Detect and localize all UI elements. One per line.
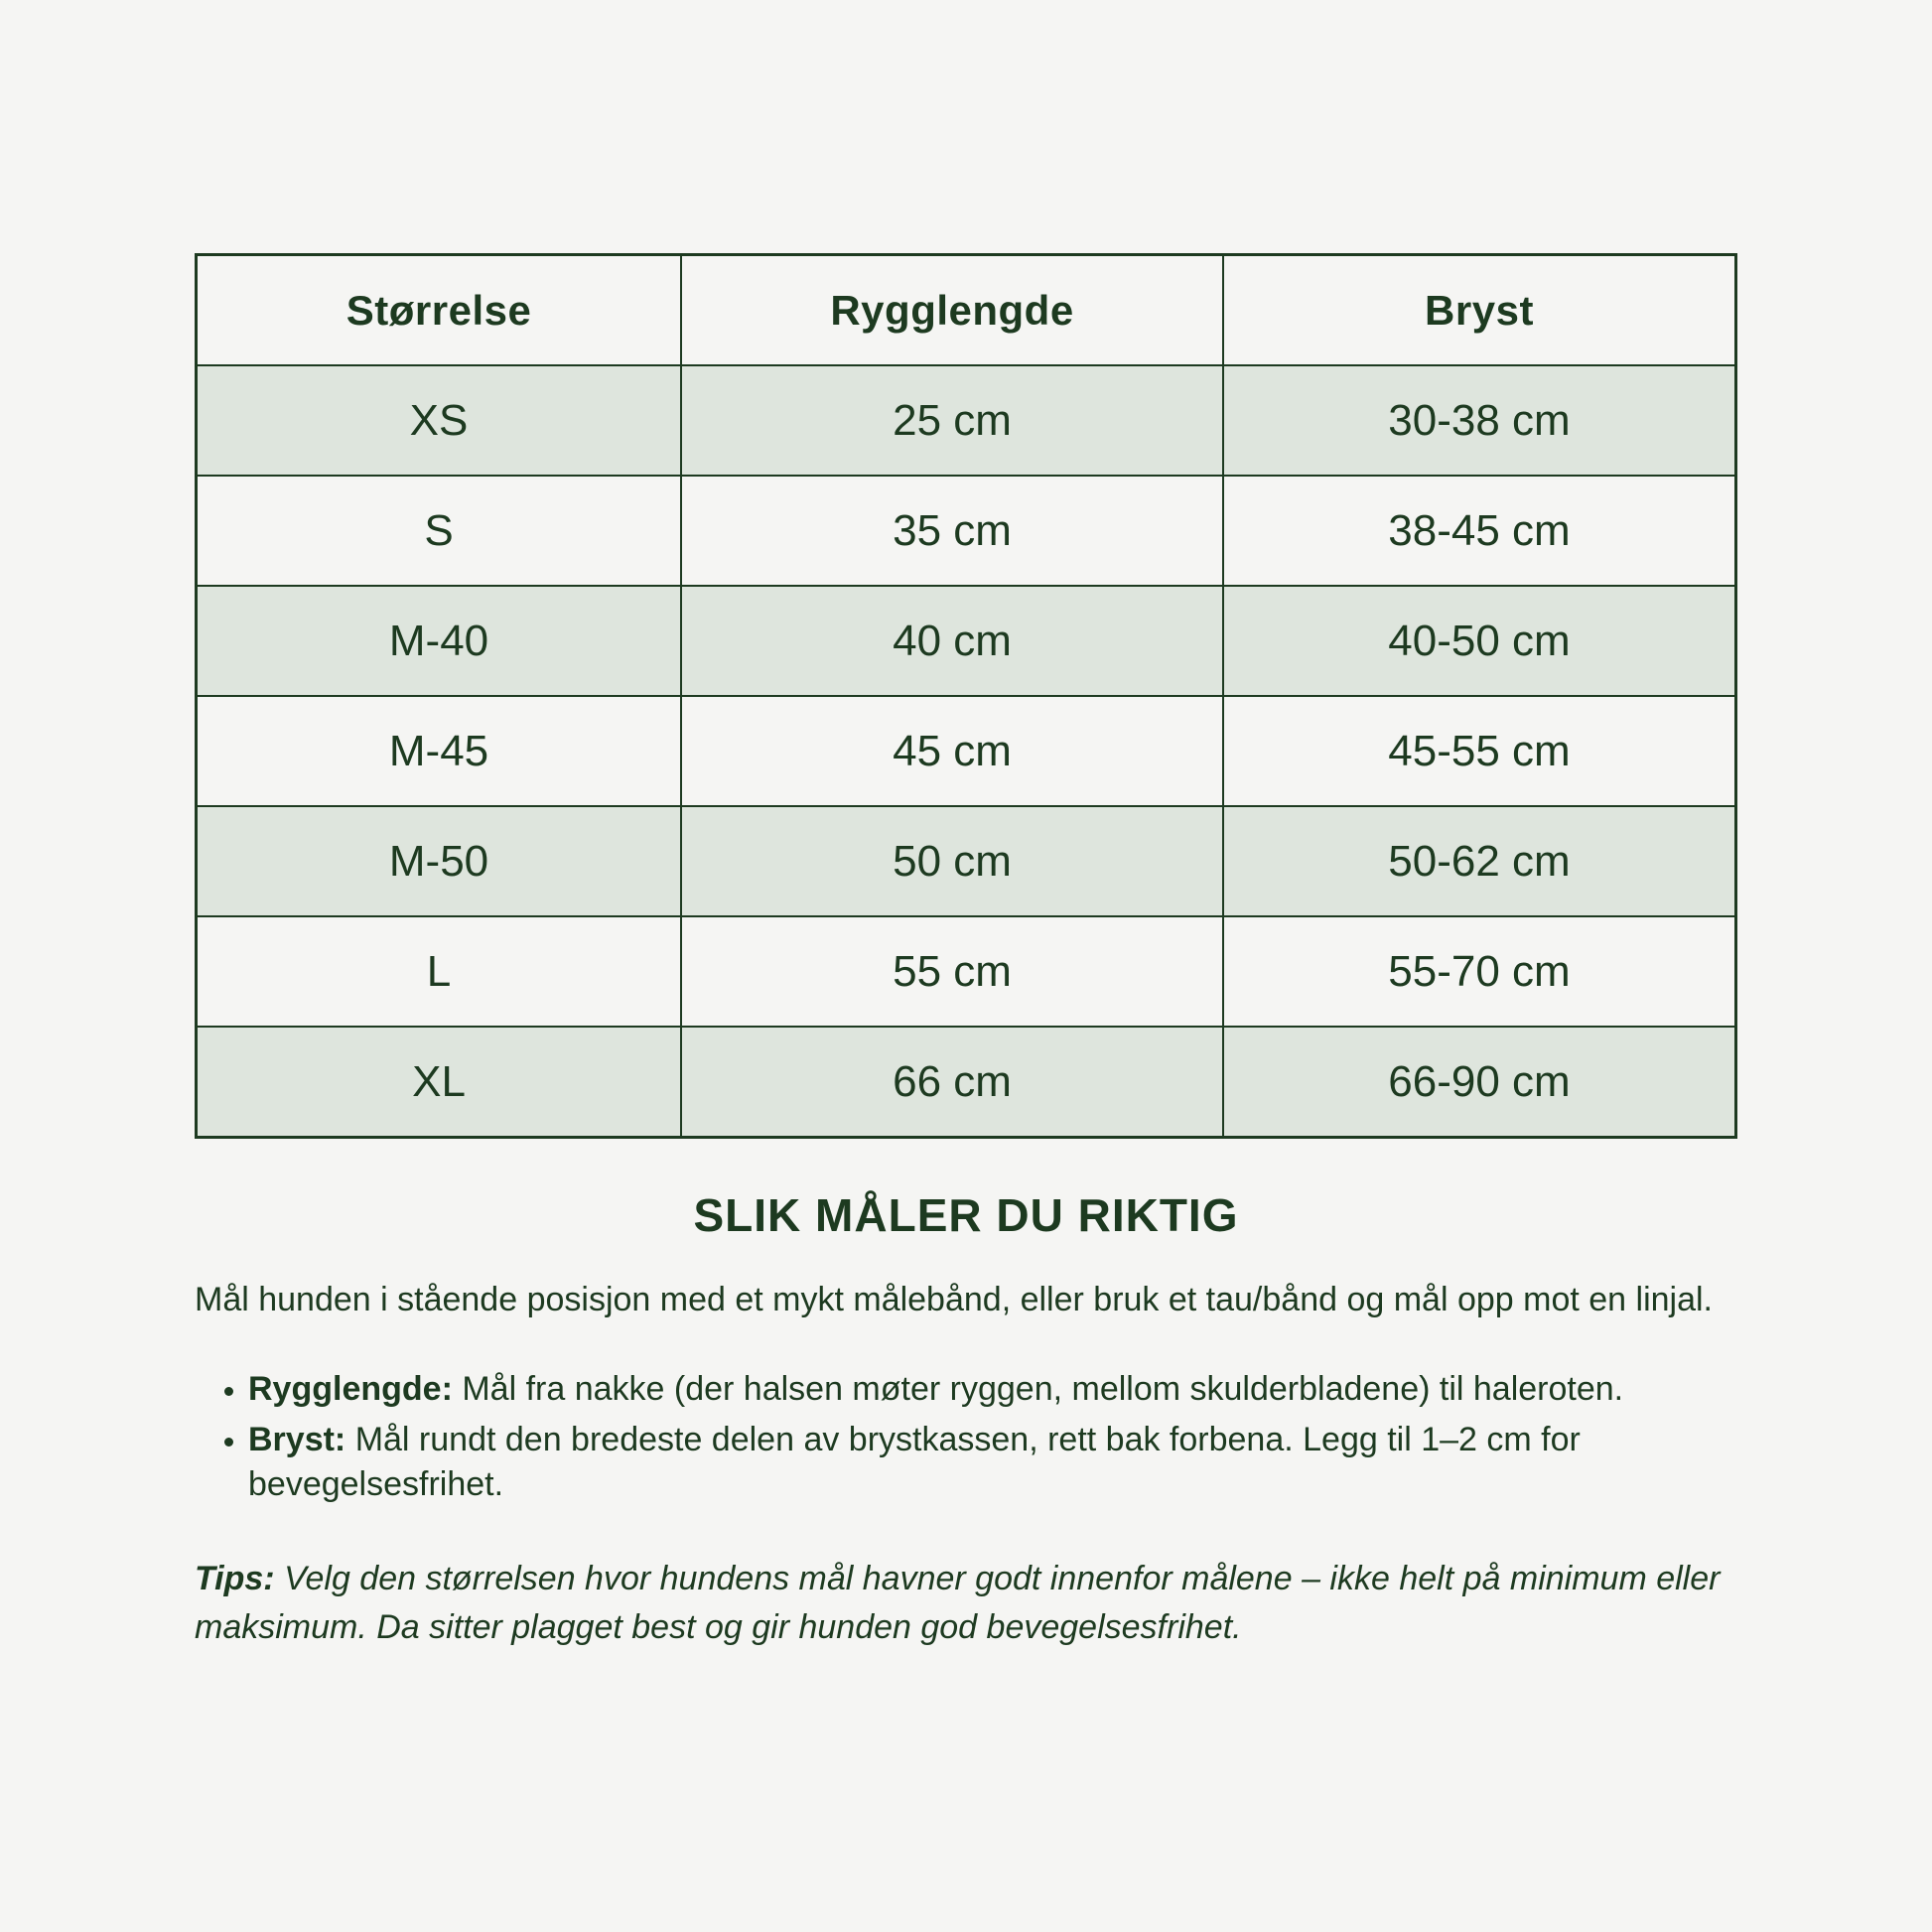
size-guide-content bbox=[195, 253, 1737, 1652]
chest-cell: 30-38 cm bbox=[1223, 365, 1736, 476]
size-cell: S bbox=[197, 476, 682, 586]
size-table bbox=[195, 253, 1737, 1139]
bullet-label-back-length: Rygglengde: bbox=[248, 1370, 453, 1409]
size-cell: M-50 bbox=[197, 806, 682, 916]
back-length-cell: 25 cm bbox=[681, 365, 1223, 476]
size-cell: M-40 bbox=[197, 586, 682, 696]
measure-guide-heading: SLIK MÅLER DU RIKTIG bbox=[693, 1189, 1239, 1241]
table-row-m50 bbox=[197, 806, 1736, 916]
col-header-back-length: Rygglengde bbox=[681, 255, 1223, 366]
chest-cell: 66-90 cm bbox=[1223, 1027, 1736, 1138]
chest-cell: 40-50 cm bbox=[1223, 586, 1736, 696]
bullet-label-chest: Bryst: bbox=[248, 1420, 346, 1458]
back-length-cell: 45 cm bbox=[681, 696, 1223, 806]
tips-label: Tips: bbox=[195, 1559, 275, 1597]
table-row-s bbox=[197, 476, 1736, 586]
tips-paragraph bbox=[195, 1555, 1737, 1653]
table-row-l bbox=[197, 916, 1736, 1027]
size-cell: XL bbox=[197, 1027, 682, 1138]
back-length-cell: 40 cm bbox=[681, 586, 1223, 696]
chest-cell: 55-70 cm bbox=[1223, 916, 1736, 1027]
back-length-cell: 50 cm bbox=[681, 806, 1223, 916]
chest-cell: 45-55 cm bbox=[1223, 696, 1736, 806]
back-length-cell: 55 cm bbox=[681, 916, 1223, 1027]
col-header-chest: Bryst bbox=[1223, 255, 1736, 366]
table-row-m45 bbox=[197, 696, 1736, 806]
list-item-back-length bbox=[248, 1367, 1737, 1412]
size-cell: L bbox=[197, 916, 682, 1027]
tips-text: Velg den størrelsen hvor hundens mål havner godt innenfor målene – ikke helt på minimum eller maksimum. Da sitter plagget best og gir hunden god bevegelsesfrihet. bbox=[195, 1559, 1721, 1647]
measure-instructions-list bbox=[195, 1367, 1737, 1507]
chest-cell: 50-62 cm bbox=[1223, 806, 1736, 916]
bullet-text-back-length: Mål fra nakke (der halsen møter ryggen, mellom skulderbladene) til haleroten. bbox=[462, 1370, 1624, 1409]
table-row-xl bbox=[197, 1027, 1736, 1138]
list-item-chest bbox=[248, 1418, 1737, 1507]
intro-paragraph: Mål hunden i stående posisjon med et mykt målebånd, eller bruk et tau/bånd og mål opp mot en linjal. bbox=[195, 1281, 1714, 1319]
back-length-cell: 35 cm bbox=[681, 476, 1223, 586]
chest-cell: 38-45 cm bbox=[1223, 476, 1736, 586]
size-table-header-row bbox=[197, 255, 1736, 366]
table-row-m40 bbox=[197, 586, 1736, 696]
bullet-text-chest: Mål rundt den bredeste delen av brystkassen, rett bak forbena. Legg til 1–2 cm for bevegelsesfrihet. bbox=[248, 1420, 1581, 1503]
col-header-size: Størrelse bbox=[197, 255, 682, 366]
back-length-cell: 66 cm bbox=[681, 1027, 1223, 1138]
size-cell: M-45 bbox=[197, 696, 682, 806]
table-row-xs bbox=[197, 365, 1736, 476]
size-cell: XS bbox=[197, 365, 682, 476]
